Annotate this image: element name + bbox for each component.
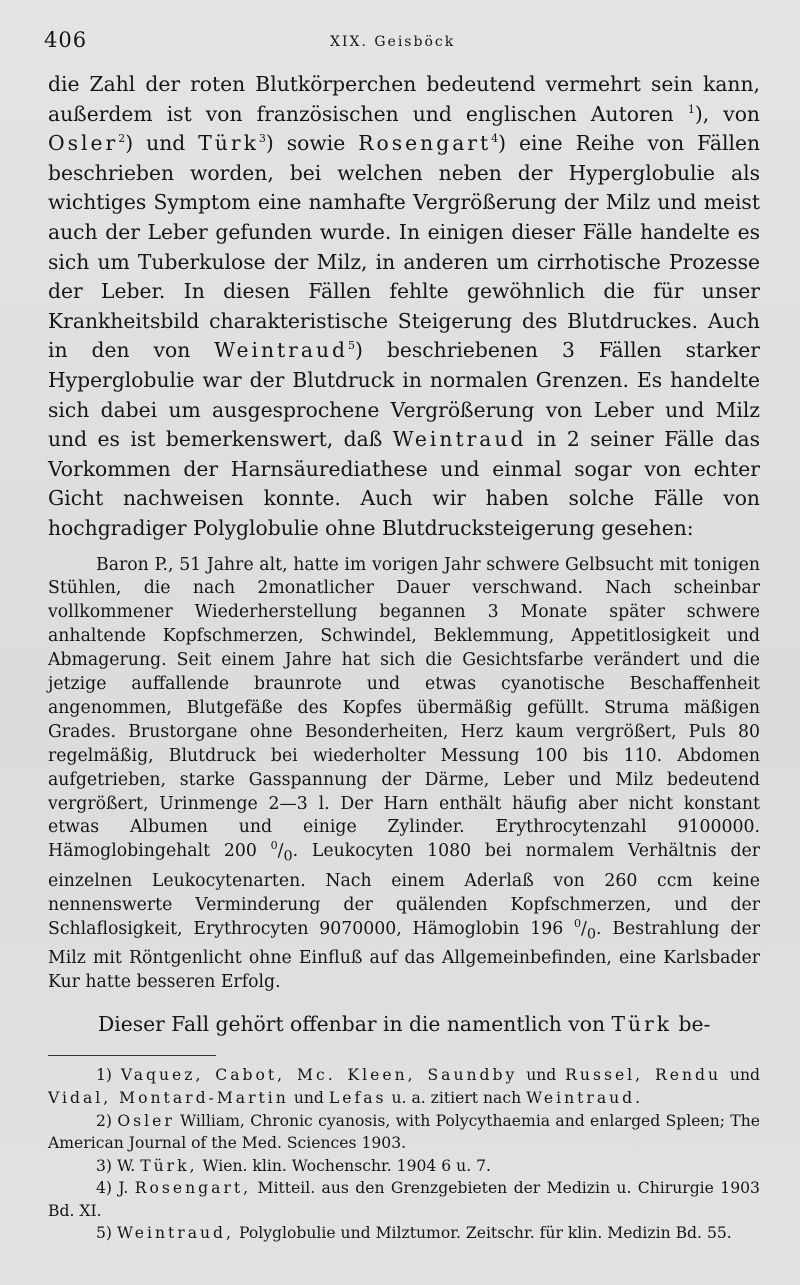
text-run: u. a. zitiert nach xyxy=(391,1088,522,1107)
running-head: XIX. Geisböck xyxy=(330,34,456,50)
page-header xyxy=(44,28,756,58)
percent-sign-bottom: 0 xyxy=(586,926,597,942)
footnote-ref: 3 xyxy=(258,132,266,146)
text-run: ) und xyxy=(125,131,186,156)
author-name: Vaquez, Cabot, Mc. Kleen, Saundby xyxy=(120,1066,518,1085)
footnote-2 xyxy=(48,1110,760,1155)
text-run: Mitteil. aus den Grenzgebieten der Medizin u. Chirurgie 1903 Bd. XI. xyxy=(48,1179,760,1220)
percent-sign-slash: / xyxy=(277,841,284,862)
page-number: 406 xyxy=(44,28,88,52)
text-run: Baron P., 51 Jahre alt, hatte im vorigen Jahr schwere Gelbsucht mit tonigen Stühlen, die nach 2monatlicher Dauer verschwand. Nach scheinbar vollkommener Wiederherstellung begannen 3 Monate später schwere anhaltende Kopfschmerzen, Schwindel, Beklemmung, Appetitlosigkeit und Abmagerung. Seit einem Jahre hat sich die Gesichtsfarbe verändert und die jetzige auffallende braunrote und etwas cyanotische Beschaffenheit angenommen, Blutgefäße des Kopfes übermäßig gefüllt. Struma mäßigen Grades. Brustorgane ohne Besonderheiten, Herz kaum vergrößert, Puls 80 regelmäßig, Blutdruck bei wiederholter Messung 100 bis 110. Abdomen aufgetrieben, starke Gasspannung der Därme, Leber und Milz bedeutend vergrößert, Urinmenge 2—3 l. Der Harn enthält häufig aber nicht konstant etwas Albumen und einige Zylinder. Erythrocytenzahl 9100000. Hämoglobingehalt 200 xyxy=(48,554,760,862)
author-name: Vidal, Montard-Martin xyxy=(48,1088,289,1107)
footnote-number: 3) xyxy=(96,1156,113,1175)
text-run: und xyxy=(526,1066,557,1085)
text-run: ), von xyxy=(694,101,760,126)
text-run: in 2 seiner Fälle das Vorkommen der Harnsäurediathese und einmal sogar von echter Gicht nachweisen konnte. Auch wir haben solche Fälle von hochgradiger Polyglobulie ohne Blutdrucksteigerung gesehen: xyxy=(48,427,760,540)
footnotes xyxy=(48,1064,760,1245)
author-name: Türk, xyxy=(140,1156,198,1175)
text-run: Polyglobulie und Milztumor. Zeitschr. für klin. Medizin Bd. 55. xyxy=(238,1224,732,1243)
author-name: Rosengart, xyxy=(134,1179,252,1198)
author-name: Weintraud. xyxy=(526,1088,644,1107)
author-name: Weintraud, xyxy=(116,1224,234,1243)
footnote-5 xyxy=(48,1222,760,1245)
text-run: J. xyxy=(118,1179,129,1198)
author-name: Weintraud xyxy=(214,338,348,363)
text-run: Wien. klin. Wochenschr. 1904 6 u. 7. xyxy=(202,1156,491,1175)
continuation-paragraph xyxy=(48,1010,760,1040)
footnote-ref: 1 xyxy=(687,102,695,116)
text-run: Dieser Fall gehört offenbar in die namentlich von xyxy=(98,1011,606,1036)
percent-sign-top: 0 xyxy=(574,916,582,930)
footnote-1 xyxy=(48,1064,760,1109)
text-run: William, Chronic cyanosis, with Polycythaemia and enlarged Spleen; The American Journal of the Med. Sciences 1903. xyxy=(48,1111,760,1153)
percent-sign-slash: / xyxy=(581,918,587,939)
footnote-number: 4) xyxy=(96,1179,113,1198)
text-run: ) eine Reihe von Fällen beschrieben worden, bei welchen neben der Hyperglobulie als wichtiges Symptom eine namhafte Vergrößerung der Milz und meist auch der Leber gefunden wurde. In einigen dieser Fälle handelte es sich um Tuberkulose der Milz, in anderen um cirrhotische Prozesse der Leber. In diesen Fällen fehlte gewöhnlich die für unser Krankheitsbild charakteristische Steigerung des Blutdruckes. Auch in den von xyxy=(48,131,761,363)
text-run: . Bestrahlung der Milz mit Röntgenlicht ohne Einfluß auf das Allgemeinbefinden, eine Karlsbader Kur hatte besseren Erfolg. xyxy=(48,918,760,992)
footnote-ref: 2 xyxy=(118,132,126,146)
author-name: Osler xyxy=(117,1111,175,1130)
case-report xyxy=(48,554,760,995)
text-run: und xyxy=(729,1066,760,1085)
author-name: Türk xyxy=(611,1011,673,1036)
page-body xyxy=(48,70,760,1245)
text-run: und xyxy=(293,1088,324,1107)
footnote-4 xyxy=(48,1177,760,1222)
body-paragraph xyxy=(48,70,760,544)
footnote-divider xyxy=(48,1055,216,1056)
text-run: W. xyxy=(116,1156,136,1175)
author-name: Weintraud xyxy=(392,427,527,452)
text-run: ) beschriebenen 3 Fällen starker Hyperglobulie war der Blutdruck in normalen Grenzen. Es handelte sich dabei um ausgesprochene Vergrößerung von Leber und Milz und es ist bemerkenswert, daß xyxy=(48,338,760,452)
author-name: Türk xyxy=(198,131,259,156)
footnote-number: 2) xyxy=(96,1111,113,1130)
text-run: die Zahl der roten Blutkörperchen bedeutend vermehrt sein kann, außerdem ist von französischen und englischen Autoren xyxy=(48,72,760,126)
text-run: ) sowie xyxy=(265,131,346,156)
author-name: Rosengart xyxy=(358,131,492,156)
footnote-number: 1) xyxy=(96,1066,113,1085)
author-name: Lefas xyxy=(328,1088,387,1107)
author-name: Osler xyxy=(48,131,119,156)
footnote-number: 5) xyxy=(96,1224,113,1243)
text-run: . Leukocyten 1080 bei normalem Verhältnis der einzelnen Leukocytenarten. Nach einem Aderlaß von 260 ccm keine nennenswerte Verminderung der quälenden Kopfschmerzen, und der Schlaflosigkeit, Erythrocyten 9070000, Hämoglobin 196 xyxy=(48,841,760,939)
percent-sign-bottom: 0 xyxy=(283,848,293,865)
percent-sign-top: 0 xyxy=(270,839,278,853)
footnote-ref: 5 xyxy=(348,339,355,353)
footnote-3 xyxy=(48,1155,760,1178)
text-run: be- xyxy=(678,1011,711,1036)
author-name: Russel, Rendu xyxy=(565,1066,722,1085)
footnote-ref: 4 xyxy=(491,132,499,146)
